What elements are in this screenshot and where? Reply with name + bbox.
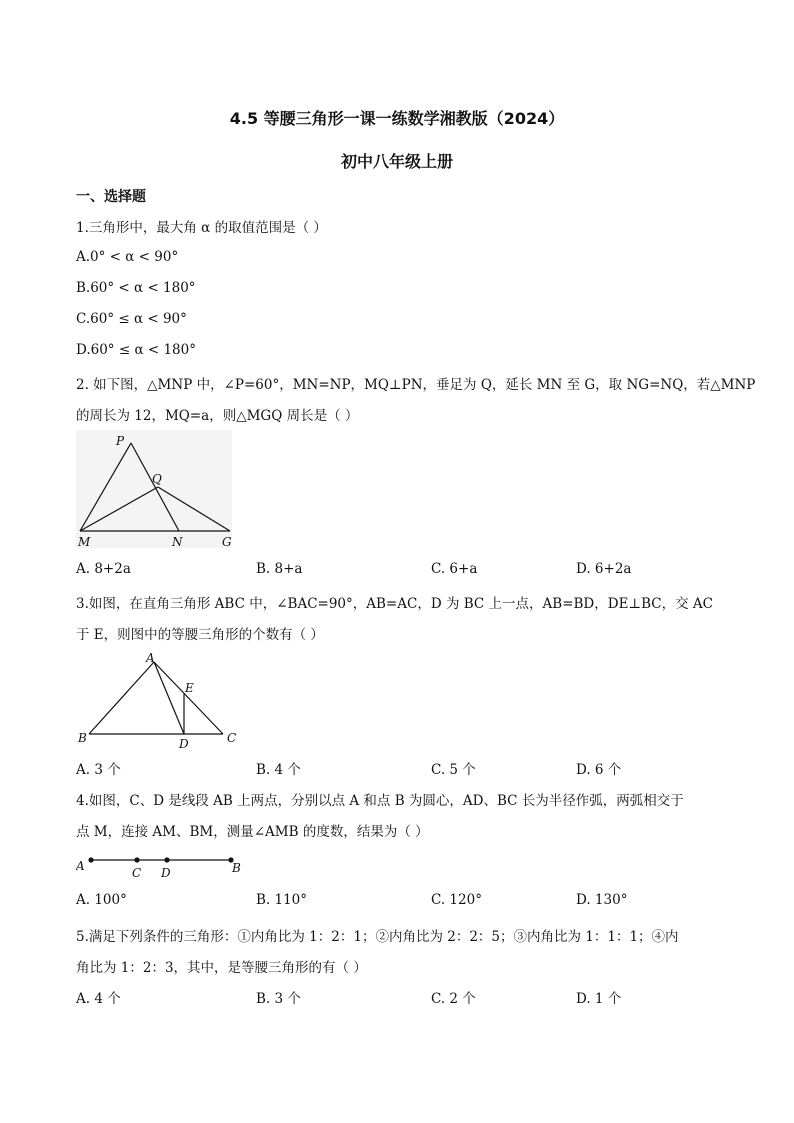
- question-1-option-a: A.0° < α < 90°: [76, 249, 179, 265]
- label-d: D: [179, 737, 189, 751]
- question-5-option-d: D. 1 个: [576, 991, 622, 1007]
- label-e: E: [185, 681, 194, 695]
- question-2-stem-line-1: 2. 如下图，△MNP 中，∠P=60°，MN=NP，MQ⊥PN，垂足为 Q，延长 MN 至 G，取 NG=NQ，若△MNP: [76, 377, 756, 393]
- label-c: C: [227, 731, 237, 745]
- point-d: [164, 857, 169, 862]
- label-b: B: [78, 731, 87, 745]
- question-4-option-c: C. 120°: [431, 892, 482, 908]
- question-3-option-c: C. 5 个: [431, 762, 476, 778]
- document-title: 4.5 等腰三角形一课一练数学湘教版（2024）: [229, 109, 565, 128]
- question-3-stem-line-1: 3.如图，在直角三角形 ABC 中，∠BAC=90°，AB=AC，D 为 BC 上一点，AB=BD，DE⊥BC，交 AC: [76, 596, 713, 612]
- label-p: P: [116, 434, 125, 448]
- section-heading: 一、选择题: [76, 189, 146, 205]
- question-1-option-b: B.60° < α < 180°: [76, 280, 196, 296]
- point-a: [88, 857, 93, 862]
- segment-ab: [89, 662, 154, 734]
- label-c: C: [132, 866, 142, 880]
- question-3-option-d: D. 6 个: [576, 762, 622, 778]
- label-a: A: [76, 859, 85, 873]
- question-4-option-b: B. 110°: [256, 892, 308, 908]
- question-5-stem-line-1: 5.满足下列条件的三角形：①内角比为 1：2：1；②内角比为 2：2：5；③内角比为 1：1：1；④内: [76, 929, 679, 945]
- question-4-option-d: D. 130°: [576, 892, 628, 908]
- question-4-figure: [76, 850, 251, 882]
- question-3-option-a: A. 3 个: [76, 762, 121, 778]
- question-2-option-a: A. 8+2a: [76, 561, 131, 577]
- label-a: A: [146, 651, 155, 665]
- question-1-stem: 1.三角形中，最大角 α 的取值范围是（ ）: [76, 220, 327, 236]
- segment-ad: [154, 662, 184, 734]
- question-4-option-a: A. 100°: [76, 892, 127, 908]
- question-3-option-b: B. 4 个: [256, 762, 301, 778]
- question-5-option-b: B. 3 个: [256, 991, 301, 1007]
- question-4-stem-line-2: 点 M，连接 AM、BM，测量∠AMB 的度数，结果为（ ）: [76, 824, 429, 840]
- question-3-stem-line-2: 于 E，则图中的等腰三角形的个数有（ ）: [76, 627, 324, 643]
- question-1-option-d: D.60° ≤ α < 180°: [76, 342, 196, 358]
- label-n: N: [172, 535, 183, 549]
- label-g: G: [222, 535, 232, 549]
- question-5-option-c: C. 2 个: [431, 991, 476, 1007]
- label-m: M: [78, 535, 91, 549]
- question-2-stem-line-2: 的周长为 12，MQ=a，则△MGQ 周长是（ ）: [76, 408, 359, 424]
- question-4-stem-line-1: 4.如图，C、D 是线段 AB 上两点，分别以点 A 和点 B 为圆心，AD、BC 长为半径作弧，两弧相交于: [76, 793, 684, 809]
- question-1-option-c: C.60° ≤ α < 90°: [76, 311, 187, 327]
- question-5-stem-line-2: 角比为 1：2：3，其中，是等腰三角形的有（ ）: [76, 960, 367, 976]
- document-subtitle: 初中八年级上册: [340, 152, 453, 171]
- segment-ac: [154, 662, 223, 734]
- point-c: [134, 857, 139, 862]
- question-3-figure: [76, 648, 246, 752]
- question-5-option-a: A. 4 个: [76, 991, 121, 1007]
- label-q: Q: [152, 472, 162, 486]
- question-2-option-d: D. 6+2a: [576, 561, 632, 577]
- question-2-option-c: C. 6+a: [431, 561, 478, 577]
- label-d: D: [161, 866, 171, 880]
- question-2-figure: [76, 430, 236, 552]
- question-2-option-b: B. 8+a: [256, 561, 303, 577]
- label-b: B: [232, 861, 241, 875]
